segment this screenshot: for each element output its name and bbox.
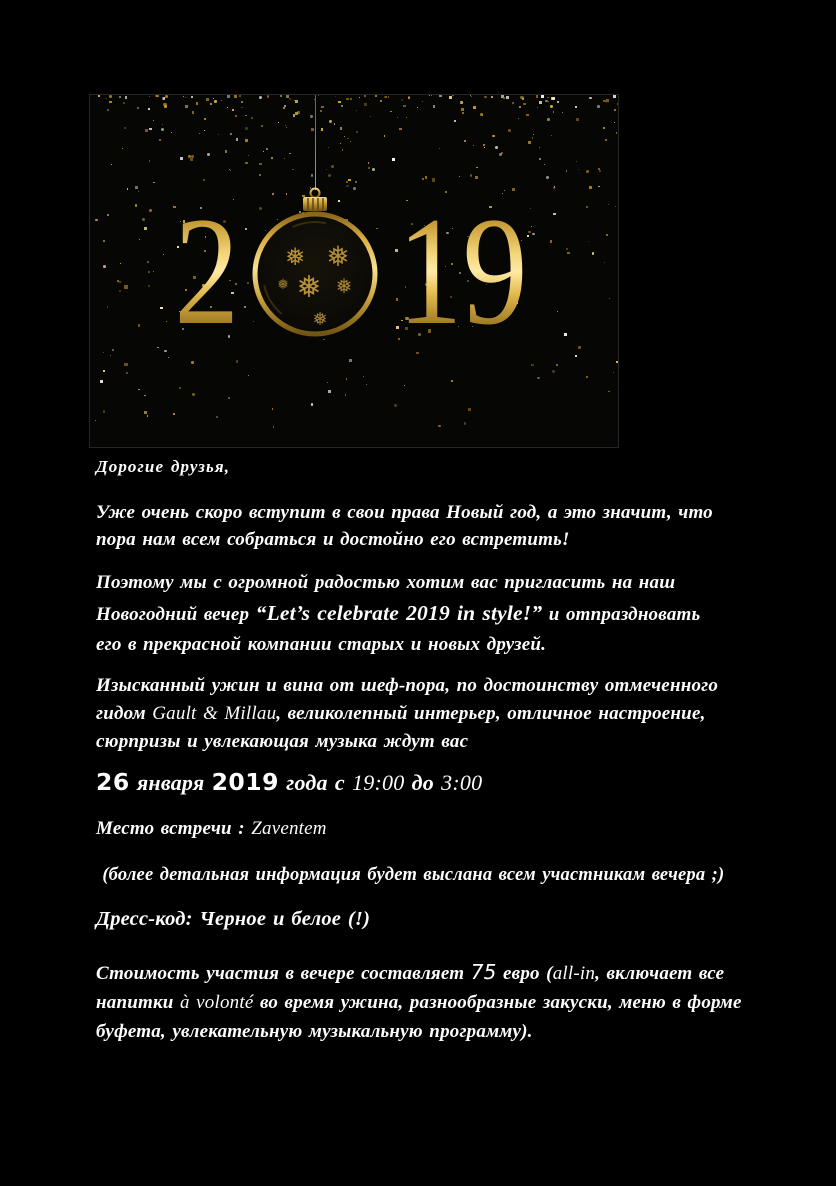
paragraph-line: буфета, увлекательную музыкальную программу). bbox=[96, 1021, 533, 1042]
paragraph-line bbox=[96, 598, 796, 630]
year-digits-19: 19 bbox=[397, 184, 528, 357]
dress-code-line: Дресс-код: Черное и белое (!) bbox=[96, 908, 371, 930]
ornament-slot bbox=[245, 191, 385, 351]
paragraph-line: Изысканный ужин и вина от шеф-пора, по достоинству отмеченного bbox=[96, 675, 719, 696]
paragraph-segment: , включает все bbox=[595, 963, 725, 984]
paragraph-segment: евро ( bbox=[496, 963, 553, 984]
event-slogan: “Let’s celebrate 2019 in style!” bbox=[255, 601, 543, 625]
cost-paragraph bbox=[96, 958, 796, 1046]
invitation-paragraph bbox=[96, 568, 796, 660]
snowflake-icon: ❅ bbox=[277, 277, 290, 293]
venue-place: Zaventem bbox=[251, 818, 327, 839]
paragraph-line bbox=[96, 700, 796, 728]
new-year-2019-banner bbox=[89, 94, 619, 448]
paragraph-segment: гидом bbox=[96, 703, 153, 724]
a-volonte-label: à volonté bbox=[180, 992, 254, 1013]
christmas-bauble-icon bbox=[247, 186, 383, 346]
snowflake-icon: ❅ bbox=[285, 243, 306, 271]
snowflake-icon: ❅ bbox=[312, 309, 328, 330]
paragraph-segment: во время ужина, разнообразные закуски, меню в форме bbox=[253, 992, 742, 1013]
start-time: 19:00 bbox=[352, 770, 405, 795]
year-digit-2: 2 bbox=[173, 184, 240, 357]
paragraph-line: Уже очень скоро вступит в свои права Новый год, а это значит, что bbox=[96, 502, 713, 523]
paragraph-line bbox=[96, 988, 796, 1017]
event-day: 26 bbox=[96, 768, 130, 796]
all-in-label: all-in bbox=[552, 963, 596, 984]
intro-paragraph bbox=[96, 499, 796, 553]
date-segment: января bbox=[129, 770, 212, 795]
paragraph-line: пора нам всем собраться и достойно его встретить! bbox=[96, 529, 570, 550]
snowflake-icon: ❅ bbox=[326, 240, 350, 273]
price-value: 75 bbox=[470, 960, 497, 984]
paragraph-segment: Новогодний вечер bbox=[96, 604, 256, 625]
venue-label: Место встречи : bbox=[96, 818, 252, 839]
snowflake-icon: ❅ bbox=[335, 274, 353, 298]
paragraph-segment: и отпраздновать bbox=[542, 604, 701, 625]
invitation-letter bbox=[96, 448, 796, 1046]
guide-name: Gault & Millau bbox=[152, 703, 277, 724]
year-2019 bbox=[90, 95, 618, 447]
paragraph-line: его в прекрасной компании старых и новых друзей. bbox=[96, 634, 547, 655]
event-year: 2019 bbox=[211, 768, 279, 796]
dinner-paragraph bbox=[96, 672, 796, 756]
paragraph-line: Поэтому мы с огромной радостью хотим вас пригласить на наш bbox=[96, 572, 676, 593]
date-segment: года с bbox=[278, 770, 353, 795]
paragraph-line: сюрпризы и увлекающая музыка ждут вас bbox=[96, 731, 469, 752]
paragraph-segment: , великолепный интерьер, отличное настроение, bbox=[276, 703, 706, 724]
info-line: (более детальная информация будет выслана всем участникам вечера ;) bbox=[96, 865, 725, 885]
snowflake-icon: ❅ bbox=[296, 270, 322, 305]
greeting-text: Дорогие друзья, bbox=[96, 457, 231, 476]
ornament-string bbox=[315, 94, 316, 190]
end-time: 3:00 bbox=[441, 770, 483, 795]
paragraph-segment: Стоимость участия в вечере составляет bbox=[96, 963, 471, 984]
venue-line bbox=[96, 817, 796, 841]
event-date bbox=[96, 767, 796, 798]
date-segment: до bbox=[404, 770, 442, 795]
paragraph-line bbox=[96, 958, 796, 988]
paragraph-segment: напитки bbox=[96, 992, 181, 1013]
